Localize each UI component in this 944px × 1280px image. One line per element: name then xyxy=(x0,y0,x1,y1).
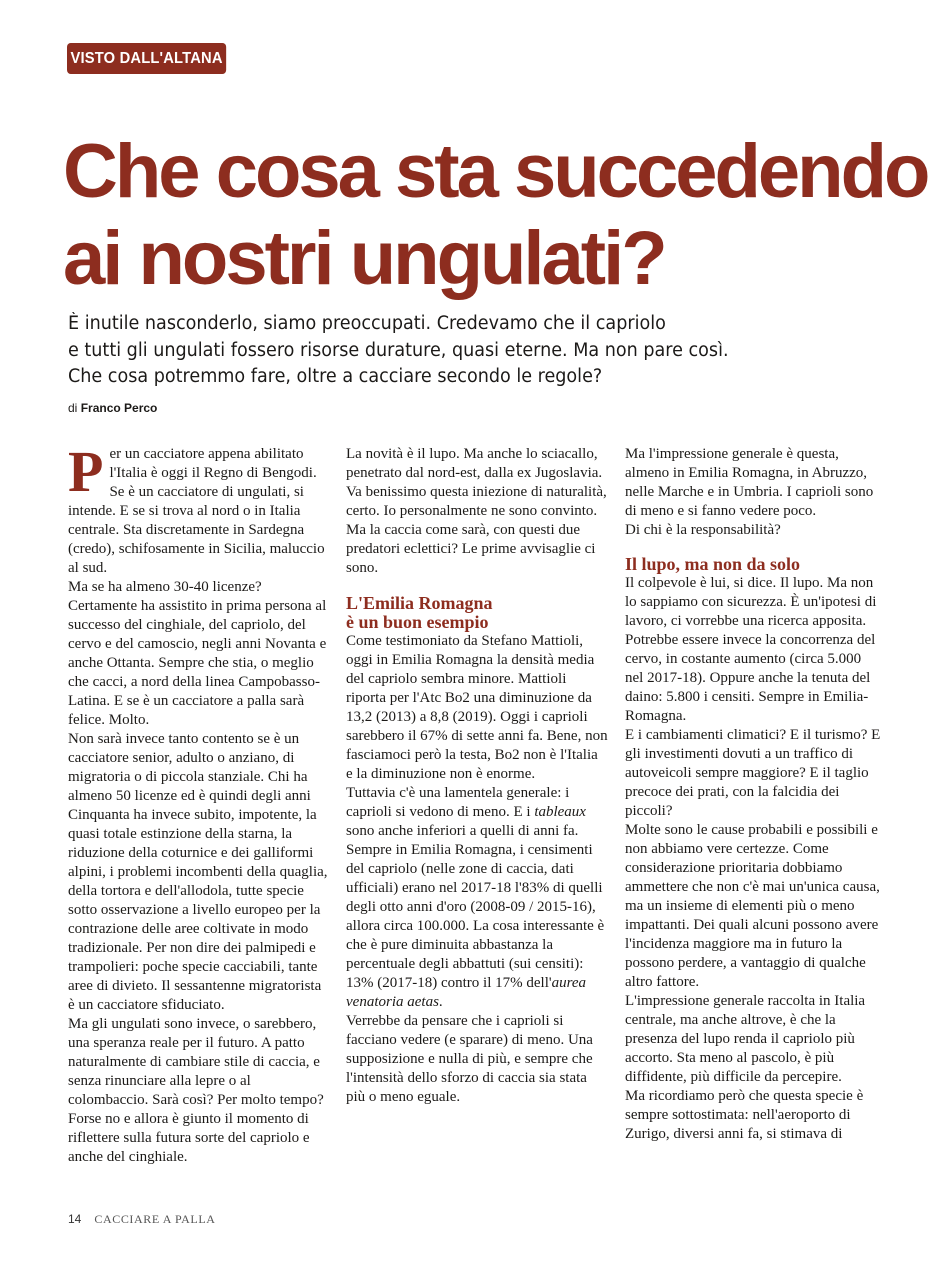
body-paragraph xyxy=(625,521,883,540)
section-heading-line: è un buon esempio xyxy=(346,612,489,632)
section-badge: VISTO DALL'ALTANA xyxy=(67,43,226,74)
text-run: Come testimoniato da Stefano Mattioli, oggi in Emilia Romagna la densità media del capriolo sembra minore. Mattioli riporta per l'Atc Bo2 una diminuzione da 13,2 (2013) a 8,8 (2019). Oggi i caprioli sarebbero il 67% di sette anni fa. Bene, non fasciamoci però la testa, Bo2 non è l'Italia e la diminuzione non è enorme. xyxy=(346,633,608,782)
text-run: Tuttavia c'è una lamentela generale: i caprioli si vedono di meno. E i xyxy=(346,785,570,820)
article-column-2 xyxy=(346,445,608,1107)
text-run: Molte sono le cause probabili e possibili e non abbiamo vere certezze. Come considerazione prioritaria dobbiamo ammettere che non c'è mai un'unica causa, ma un insieme di elementi più o meno impattanti. Dei quali alcuni possono avere l'incidenza maggiore ma in futuro la possono perdere, a vantaggio di qualche altro fattore. xyxy=(625,822,880,990)
text-run: Non sarà invece tanto contento se è un cacciatore senior, adulto o anziano, di migratoria o di piccola stanziale. Chi ha almeno 50 licenze ed è quindi degli anni Cinquanta ha invece subito, impotente, la quasi totale estinzione della starna, la riduzione della coturnice e dei galliformi alpini, i problemi incombenti della quaglia, della tortora e dell'allodola, tutte specie sotto osservazione a livello europeo per la contrazione delle aree coltivate in modo tradizionale. Per non dire dei palmipedi e trampolieri: poche specie cacciabili, tante aree di divieto. Il sessantenne migratorista è un cacciatore sfiduciato. xyxy=(68,731,328,1013)
body-paragraph xyxy=(346,445,608,483)
text-run: . xyxy=(438,994,443,1010)
text-run: sono anche inferiori a quelli di anni fa. Sempre in Emilia Romagna, i censimenti del capriolo (nelle zone di caccia, dati ufficiali) erano nel 2017-18 l'83% di quelli degli otto anni d'oro (2008-09 / 2015-16), allora circa 100.000. La cosa interessante è che è pure diminuita abbastanza la percentuale degli abbattuti (sui censiti): 13% (2017-18) contro il 17% dell' xyxy=(346,823,605,991)
italic-text: aurea venatoria aetas xyxy=(346,975,587,1010)
body-paragraph xyxy=(625,574,883,726)
page-footer xyxy=(68,1212,216,1227)
article-column-3 xyxy=(625,445,883,1144)
text-run: Ma se ha almeno 30-40 licenze? Certamente ha assistito in prima persona al successo del cinghiale, del capriolo, del cervo e del camoscio, negli anni Novanta e anche Ottanta. Sempre che stia, o meglio che cacci, a nord della linea Campobasso-Latina. E se è un cacciatore a palla sarà felice. Molto. xyxy=(68,579,327,728)
body-paragraph xyxy=(68,1015,330,1167)
byline xyxy=(68,401,157,415)
body-paragraph xyxy=(625,1087,883,1144)
text-run: Il colpevole è lui, si dice. Il lupo. Ma non lo sappiamo con sicurezza. È un'ipotesi di lavoro, ci vorrebbe una ricerca apposita. Potrebbe essere invece la concorrenza del cervo, in costante aumento (circa 5.000 nel 2017-18). Oppure anche la tenuta del daino: 5.800 i censiti. Sempre in Emilia-Romagna. xyxy=(625,575,877,724)
subtitle-line-2: e tutti gli ungulati fossero risorse durature, quasi eterne. Ma non pare così. xyxy=(68,339,729,361)
body-paragraph xyxy=(346,784,608,1012)
section-heading xyxy=(625,555,883,574)
body-paragraph xyxy=(346,483,608,578)
text-run: Ma ricordiamo però che questa specie è sempre sottostimata: nell'aeroporto di Zurigo, diversi anni fa, si stimava di xyxy=(625,1088,864,1142)
italic-text: tableaux xyxy=(534,804,586,820)
subtitle-line-3: Che cosa potremmo fare, oltre a cacciare secondo le regole? xyxy=(68,366,603,387)
headline-line-2: ai nostri ungulati? xyxy=(63,216,665,301)
text-run: Ma gli ungulati sono invece, o sarebbero, una speranza reale per il futuro. A patto naturalmente di cambiare stile di caccia, e senza rinunciare alla lepre o al colombaccio. Sarà così? Per molto tempo? Forse no e allora è giunto il momento di riflettere sulla futura sorte del capriolo e anche del cinghiale. xyxy=(68,1016,324,1165)
body-paragraph xyxy=(625,726,883,821)
text-run: Ma l'impressione generale è questa, almeno in Emilia Romagna, in Abruzzo, nelle Marche e in Umbria. I caprioli sono di meno e si fanno vedere poco. xyxy=(625,446,874,519)
body-paragraph xyxy=(625,821,883,992)
text-run: er un cacciatore appena abilitato l'Italia è oggi il Regno di Bengodi. Se è un cacciatore di ungulati, si intende. E se si trova al nord o in Italia centrale. Sta discretamente in Sardegna (credo), schifosamente in Sicilia, maluccio al sud. xyxy=(68,446,325,576)
page-title xyxy=(63,128,943,302)
text-run: La novità è il lupo. Ma anche lo sciacallo, penetrato dal nord-est, dalla ex Jugoslavia. xyxy=(346,446,603,481)
body-paragraph xyxy=(68,730,330,1015)
magazine-name: CACCIARE A PALLA xyxy=(94,1212,216,1226)
body-paragraph xyxy=(625,992,883,1087)
section-heading-line: L'Emilia Romagna xyxy=(346,593,493,613)
text-run: E i cambiamenti climatici? E il turismo? E gli investimenti dovuti a un traffico di autoveicoli sempre maggiore? E il taglio precoce dei prati, con la falcidia dei piccoli? xyxy=(625,727,881,819)
text-run: Verrebbe da pensare che i caprioli si facciano vedere (e sparare) di meno. Una supposizione e nulla di più, e sempre che l'intensità dello sforzo di caccia sia stata più o meno eguale. xyxy=(346,1013,593,1105)
article-column-1 xyxy=(68,439,330,1167)
text-run: Di chi è la responsabilità? xyxy=(625,522,781,538)
subtitle xyxy=(68,311,885,391)
headline-line-1: Che cosa sta succedendo xyxy=(63,129,928,214)
byline-author: Franco Perco xyxy=(80,401,158,415)
text-run: Va benissimo questa iniezione di naturalità, certo. Io personalmente ne sono convinto. Ma la caccia come sarà, con questi due predatori eclettici? Le prime avvisaglie ci sono. xyxy=(346,484,607,576)
drop-cap: P xyxy=(68,439,104,504)
body-paragraph xyxy=(68,439,330,578)
section-heading xyxy=(346,594,608,632)
section-heading-line: Il lupo, ma non da solo xyxy=(625,554,801,574)
page-number: 14 xyxy=(68,1212,82,1226)
body-paragraph xyxy=(346,632,608,784)
body-paragraph xyxy=(68,578,330,730)
subtitle-line-1: È inutile nasconderlo, siamo preoccupati. Credevamo che il capriolo xyxy=(68,313,666,334)
text-run: L'impressione generale raccolta in Italia centrale, ma anche altrove, è che la presenza del lupo renda il capriolo più accorto. Sta meno al pascolo, è più diffidente, più difficile da percepire. xyxy=(625,993,866,1085)
byline-prefix: di xyxy=(68,401,78,415)
body-paragraph xyxy=(346,1012,608,1107)
body-paragraph xyxy=(625,445,883,521)
